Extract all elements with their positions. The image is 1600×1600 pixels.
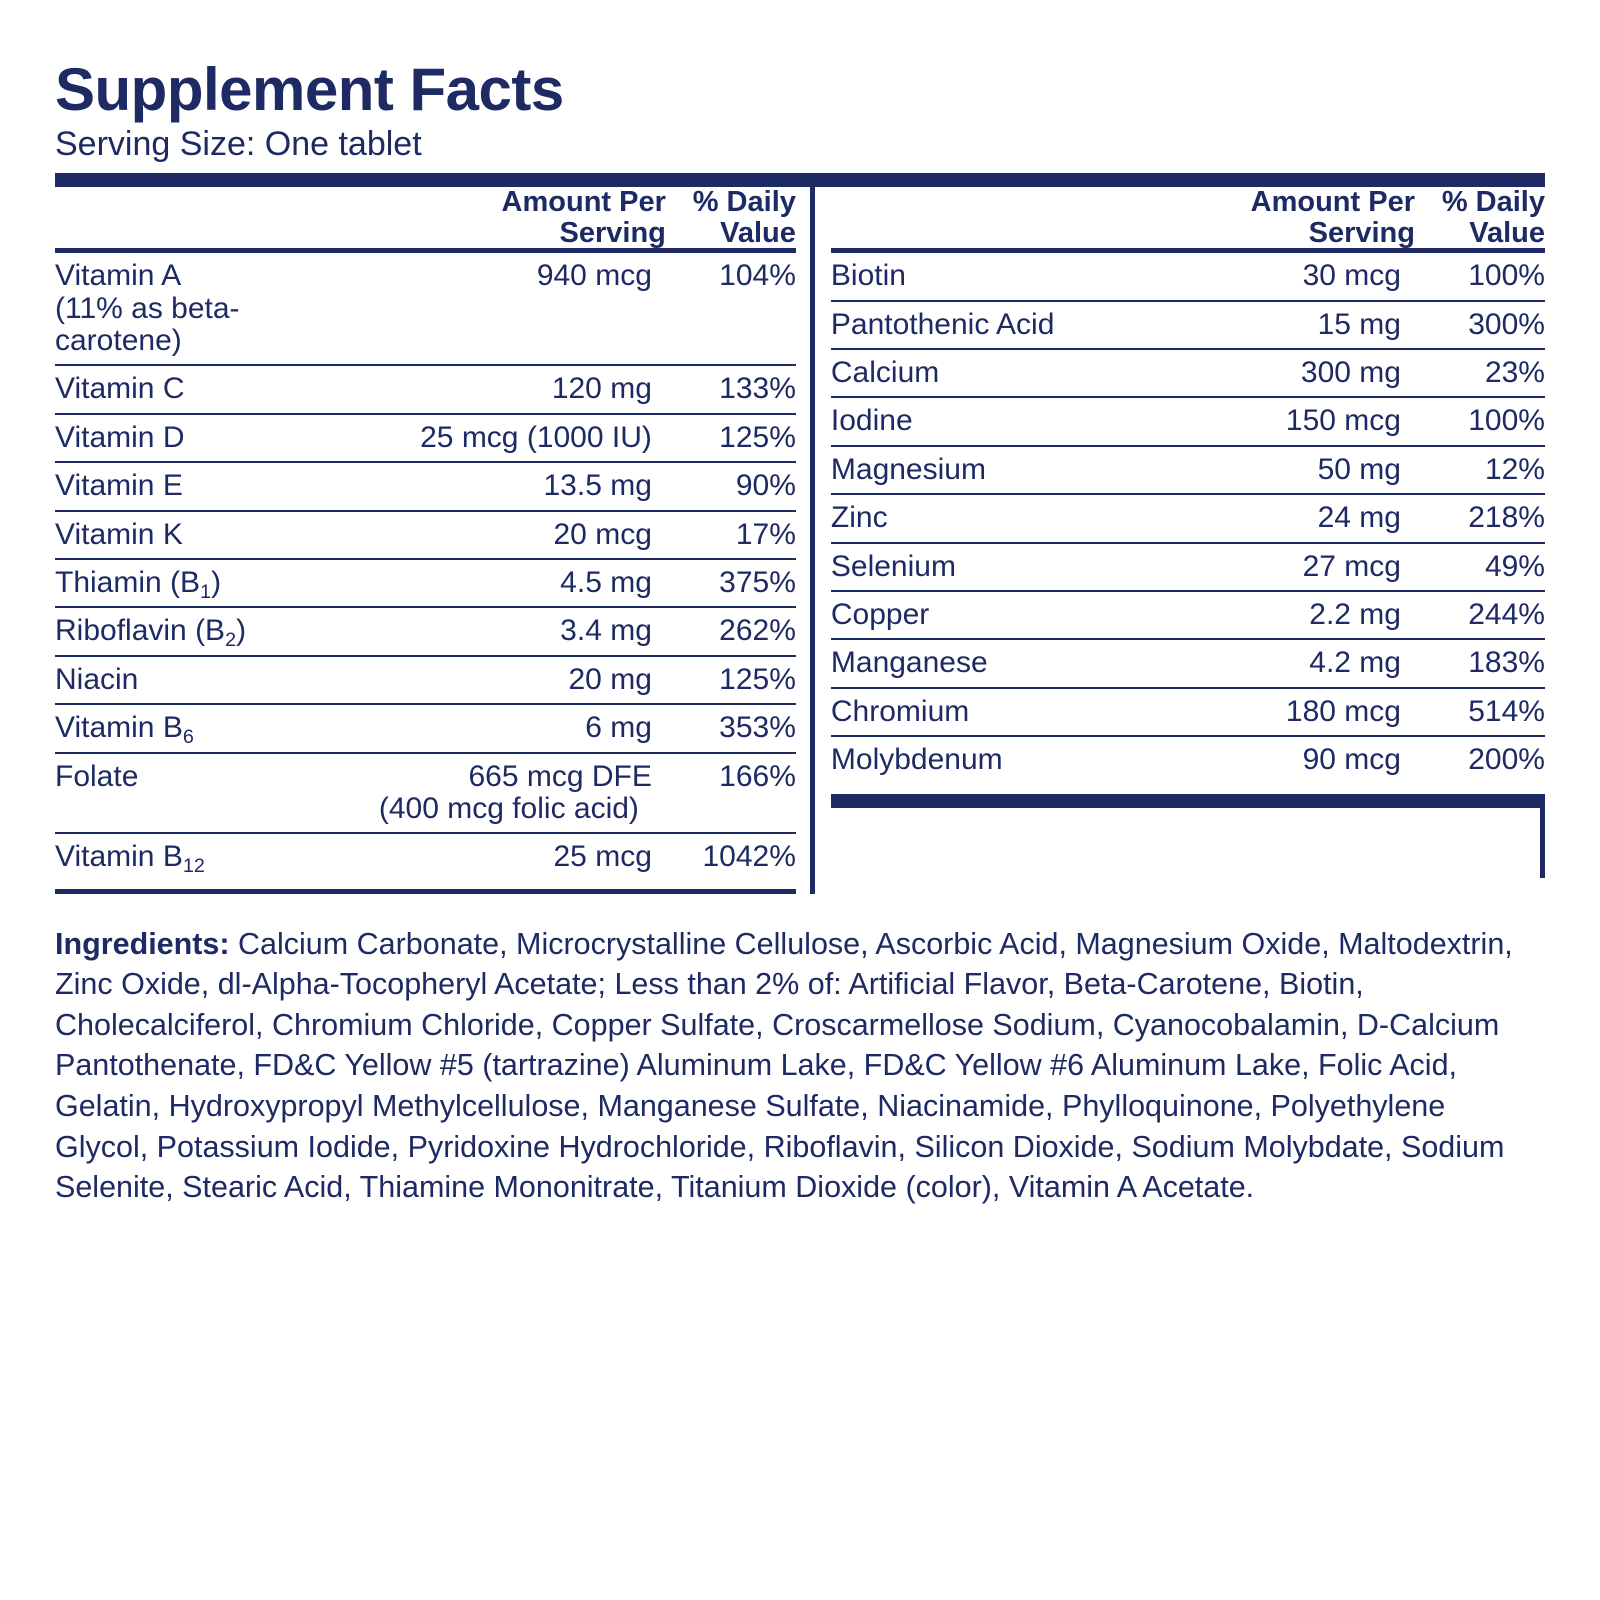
nutrient-amount: 3.4 mg: [352, 607, 666, 655]
nutrient-dv: 1042%: [702, 840, 796, 874]
nutrient-amount: 15 mg: [1141, 301, 1415, 349]
nutrient-dv: 125%: [666, 414, 796, 462]
table-row: [55, 462, 796, 510]
nutrient-dv: 23%: [1415, 349, 1545, 397]
nutrient-name-header-left: [55, 187, 352, 248]
nutrient-amount: 150 mcg: [1141, 397, 1415, 445]
nutrient-name: [55, 559, 352, 607]
nutrient-name: Vitamin C: [55, 365, 352, 413]
table-row: [55, 656, 796, 704]
nutrient-amount: 180 mcg: [1141, 688, 1415, 736]
table-row: [831, 688, 1545, 736]
nutrient-dv: 104%: [719, 259, 796, 293]
nutrient-name-subscript: 12: [182, 854, 205, 877]
dv-header-line2: Value: [1469, 216, 1545, 249]
amount-header-line1: Amount Per: [1250, 186, 1415, 219]
nutrient-amount: 940 mcg: [536, 259, 652, 293]
nutrient-dv: 244%: [1415, 591, 1545, 639]
nutrient-dv: 375%: [666, 559, 796, 607]
nutrient-dv: 262%: [666, 607, 796, 655]
nutrient-name: Zinc: [831, 494, 1141, 542]
nutrient-name-subscript: 2: [225, 628, 237, 651]
dv-header-line1: % Daily: [1441, 186, 1545, 219]
nutrient-dv: 49%: [1415, 543, 1545, 591]
nutrient-dv: 90%: [666, 462, 796, 510]
table-row: [55, 365, 796, 413]
table-row-continuation: [55, 293, 796, 366]
nutrient-name: Pantothenic Acid: [831, 301, 1141, 349]
right-column-frame-tail: [831, 808, 1545, 878]
nutrient-amount: 13.5 mg: [352, 462, 666, 510]
nutrient-name: [55, 704, 352, 752]
table-row: [55, 833, 796, 880]
nutrient-amount: 6 mg: [352, 704, 666, 752]
amount-header-right: [1141, 187, 1415, 248]
nutrient-dv: 125%: [666, 656, 796, 704]
nutrient-name-base: Thiamin (B: [55, 566, 201, 599]
nutrient-amount: 90 mcg: [1302, 743, 1401, 777]
nutrient-name: Magnesium: [831, 446, 1141, 494]
amount-header-line2: Serving: [559, 216, 666, 249]
nutrient-subnote: (400 mcg folic acid): [352, 793, 666, 833]
table-row: [831, 591, 1545, 639]
nutrient-name-tail: ): [236, 614, 247, 648]
table-row: [55, 607, 796, 655]
nutrient-name-subscript: 1: [200, 580, 212, 603]
nutrient-dv: 100%: [1415, 397, 1545, 445]
table-row: [831, 446, 1545, 494]
nutrient-amount: 120 mg: [352, 365, 666, 413]
nutrient-amount: 30 mcg: [1141, 251, 1415, 301]
table-row: [831, 736, 1545, 783]
nutrient-name: Selenium: [831, 543, 1141, 591]
serving-size-text: Serving Size: One tablet: [55, 125, 422, 163]
nutrient-dv: 166%: [719, 759, 796, 793]
amount-header-left: [352, 187, 666, 248]
nutrient-name-subscript: 6: [182, 725, 194, 748]
left-column-bottom-rule: [55, 889, 796, 894]
nutrient-dv: 100%: [1415, 251, 1545, 301]
nutrient-name-header-right: [831, 187, 1141, 248]
ingredients-label: Ingredients:: [55, 926, 230, 961]
table-row: [831, 349, 1545, 397]
nutrient-name: Molybdenum: [830, 743, 1003, 777]
table-row: [831, 397, 1545, 445]
ingredients-paragraph: [55, 924, 1545, 1208]
nutrient-name: Iodine: [831, 397, 1141, 445]
nutrient-dv: 12%: [1415, 446, 1545, 494]
nutrient-dv: 300%: [1415, 301, 1545, 349]
table-row: [55, 511, 796, 559]
table-row: [55, 414, 796, 462]
amount-header-line2: Serving: [1308, 216, 1415, 249]
nutrient-name: Biotin: [831, 251, 1141, 301]
nutrient-dv: 133%: [666, 365, 796, 413]
nutrient-name: Vitamin K: [55, 511, 352, 559]
right-column-bottom-rule: [831, 794, 1545, 808]
nutrient-dv: 218%: [1415, 494, 1545, 542]
table-row: [831, 301, 1545, 349]
nutrient-amount: 4.5 mg: [352, 559, 666, 607]
nutrient-amount: 27 mcg: [1141, 543, 1415, 591]
nutrient-amount: 300 mg: [1141, 349, 1415, 397]
table-row: [55, 704, 796, 752]
table-row: [831, 251, 1545, 301]
nutrient-amount: 2.2 mg: [1141, 591, 1415, 639]
nutrient-name: Vitamin D: [55, 414, 352, 462]
nutrient-amount-empty: [352, 293, 666, 366]
nutrient-name: Folate: [55, 759, 139, 793]
nutrient-name: Calcium: [831, 349, 1141, 397]
table-header-row-left: [55, 187, 796, 248]
nutrient-amount: 20 mcg: [352, 511, 666, 559]
nutrient-amount: 665 mcg DFE: [468, 759, 652, 793]
nutrient-name: Chromium: [831, 688, 1141, 736]
nutrient-amount: 25 mcg (1000 IU): [352, 414, 666, 462]
nutrient-dv: 17%: [666, 511, 796, 559]
amount-header-line1: Amount Per: [501, 186, 666, 219]
table-row: [831, 543, 1545, 591]
table-row: [831, 639, 1545, 687]
nutrient-dv: 514%: [1415, 688, 1545, 736]
nutrient-amount: 20 mg: [352, 656, 666, 704]
nutrient-amount: 4.2 mg: [1141, 639, 1415, 687]
nutrient-amount: 24 mg: [1141, 494, 1415, 542]
nutrient-table-right: [831, 187, 1545, 783]
nutrient-name: Vitamin A: [55, 259, 182, 293]
nutrient-dv-empty: [666, 293, 796, 366]
nutrient-name: Copper: [831, 591, 1141, 639]
table-row: [55, 753, 796, 793]
nutrient-dv: 200%: [1468, 743, 1545, 777]
dv-header-line1: % Daily: [692, 186, 796, 219]
nutrient-name-base: Vitamin B: [55, 840, 183, 874]
table-row: [831, 494, 1545, 542]
nutrient-dv: 183%: [1415, 639, 1545, 687]
facts-columns: [55, 187, 1545, 893]
nutrient-subnote: (11% as beta-carotene): [55, 293, 352, 366]
table-header-row-right: [831, 187, 1545, 248]
nutrient-dv-empty: [666, 793, 796, 833]
nutrient-amount: 50 mg: [1141, 446, 1415, 494]
nutrient-name: [55, 833, 352, 880]
nutrient-name-tail: ): [211, 566, 222, 599]
page-title: Supplement Facts: [55, 56, 564, 123]
nutrient-name: [55, 607, 352, 655]
nutrient-name-base: Vitamin B: [55, 711, 183, 745]
ingredients-text: Calcium Carbonate, Microcrystalline Cellulose, Ascorbic Acid, Magnesium Oxide, Maltodextrin, Zinc Oxide, dl-Alpha-Tocopheryl Acetate; Less than 2% of: Artificial Flavor, Beta-Carotene, Biotin, Cholecalciferol, Chromium Chloride, Copper Sulfate, Croscarmellose Sodium, Cyanocobalamin, D-Calcium Pantothenate, FD&C Yellow #5 (tartrazine) Aluminum Lake, FD&C Yellow #6 Aluminum Lake, Folic Acid, Gelatin, Hydroxypropyl Methylcellulose, Manganese Sulfate, Niacinamide, Phylloquinone, Polyethylene Glycol, Potassium Iodide, Pyridoxine Hydrochloride, Riboflavin, Silicon Dioxide, Sodium Molybdate, Sodium Selenite, Stearic Acid, Thiamine Mononitrate, Titanium Dioxide (color), Vitamin A Acetate.: [55, 926, 1513, 1205]
nutrient-name: Niacin: [55, 656, 352, 704]
dv-header-line2: Value: [720, 216, 796, 249]
nutrient-column-right: [815, 187, 1545, 893]
nutrient-subnote-empty: [55, 793, 352, 833]
table-row: [55, 251, 796, 293]
nutrient-table-left: [55, 187, 796, 880]
header-divider: [55, 173, 1545, 187]
table-row: [55, 559, 796, 607]
table-row-continuation: [55, 793, 796, 833]
nutrient-amount: 25 mcg: [553, 840, 652, 874]
nutrient-name: Manganese: [831, 639, 1141, 687]
nutrient-name: Vitamin E: [55, 462, 352, 510]
dv-header-right: [1415, 187, 1545, 248]
dv-header-left: [666, 187, 796, 248]
nutrient-column-left: [55, 187, 815, 893]
nutrient-dv: 353%: [666, 704, 796, 752]
nutrient-name-base: Riboflavin (B: [55, 614, 226, 648]
